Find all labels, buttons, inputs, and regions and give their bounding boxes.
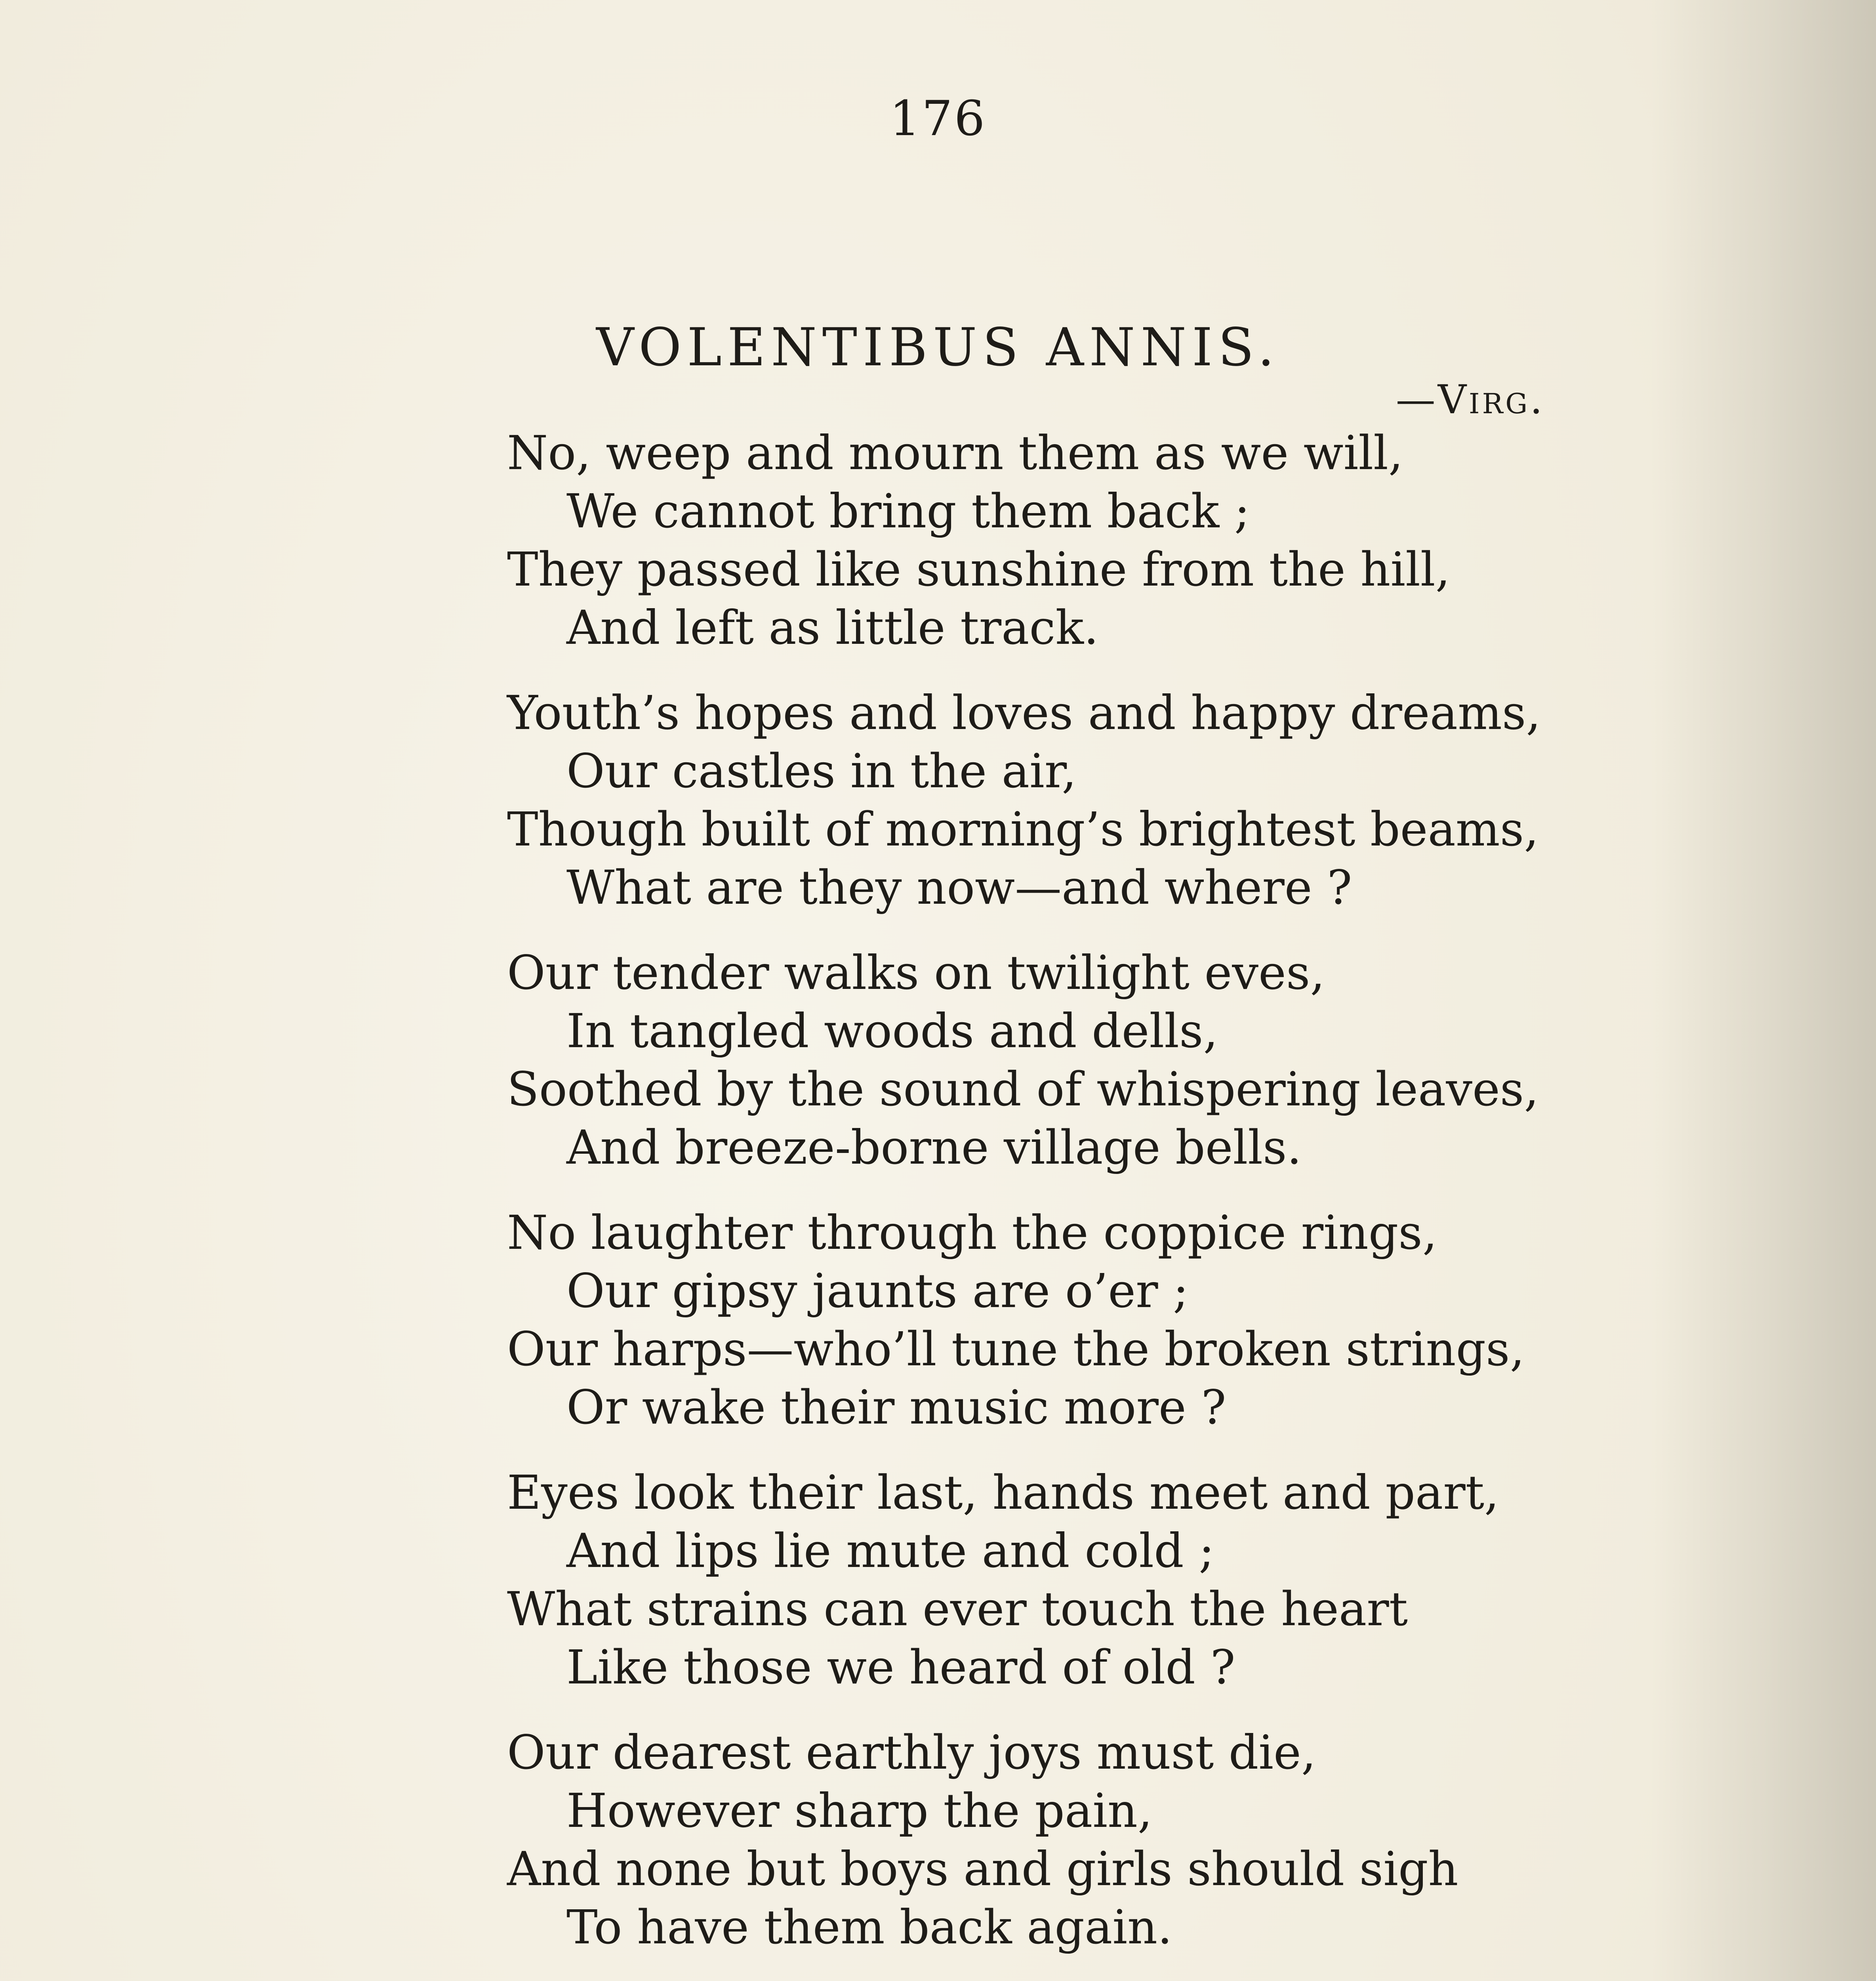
poem-line: Like those we heard of old ? [566,1640,1235,1695]
poem-line: What are they now—and where ? [566,860,1352,915]
stanza [507,1204,1616,1437]
poem-line: Soothed by the sound of whispering leaves, [507,1062,1539,1116]
poem-line: Our castles in the air, [566,744,1077,798]
poem-line: And breeze-borne village bells. [566,1120,1302,1175]
stanza [507,684,1616,917]
epigraph-attribution: —Virg. [1396,376,1545,423]
poem-line: Our tender walks on twilight eves, [507,945,1325,1000]
poem-line: In tangled woods and dells, [566,1004,1218,1058]
stanza [507,944,1616,1177]
poem-line: And lips lie mute and cold ; [566,1523,1214,1578]
poem-line: No, weep and mourn them as we will, [507,426,1403,480]
poem-line: Our gipsy jaunts are o’er ; [566,1263,1189,1318]
poem-line: They passed like sunshine from the hill, [507,542,1451,597]
poem-title: VOLENTIBUS ANNIS. [596,317,1280,378]
stanza [507,1723,1616,1956]
stanza [507,1464,1616,1697]
poem-line: Eyes look their last, hands meet and part, [507,1465,1499,1520]
poem-line: Though built of morning’s brightest beams, [507,802,1539,857]
poem-line: Our dearest earthly joys must die, [507,1725,1316,1780]
poem-body [507,424,1616,1981]
page-number: 176 [889,90,987,147]
poem-line: What strains can ever touch the heart [507,1582,1408,1636]
poem-line: And left as little track. [566,600,1099,655]
poem-line: Youth’s hopes and loves and happy dreams, [507,685,1541,740]
poem-line: And none but boys and girls should sigh [507,1842,1458,1896]
poem-line: Or wake their music more ? [566,1380,1226,1435]
poem-line: Our harps—who’ll tune the broken strings, [507,1322,1525,1376]
poem-line: However sharp the pain, [566,1783,1153,1838]
poem-line: We cannot bring them back ; [566,484,1250,538]
poem-line: To have them back again. [566,1900,1172,1954]
poem-line: No laughter through the coppice rings, [507,1205,1438,1260]
stanza [507,424,1616,657]
